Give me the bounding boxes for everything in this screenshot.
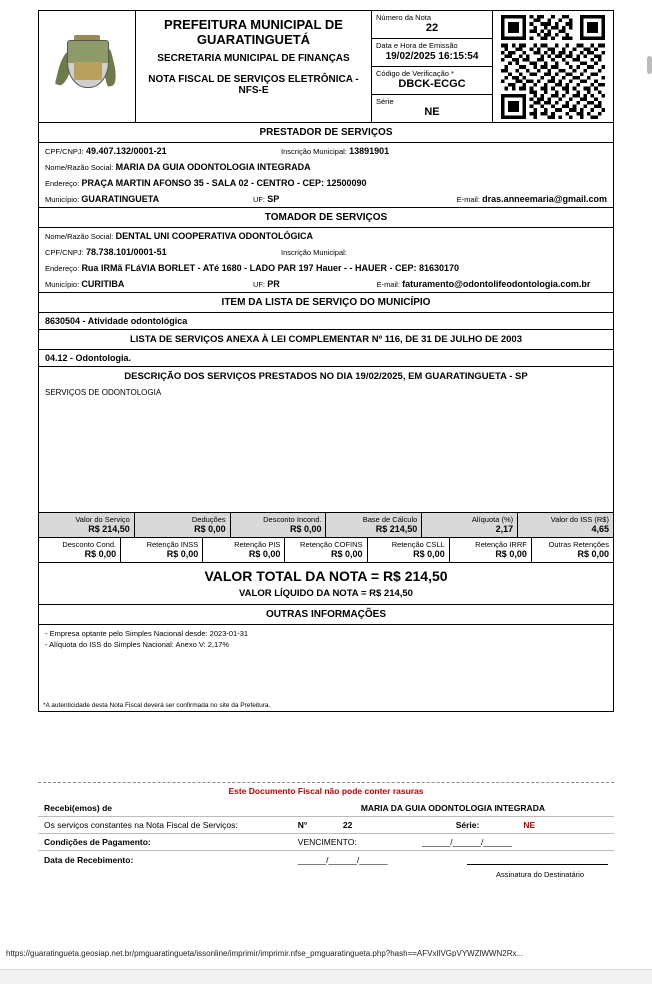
document-header [39,11,613,123]
city-coat-of-arms [39,11,136,122]
lista-anexa-title: LISTA DE SERVIÇOS ANEXA À LEI COMPLEMENTAR Nº 116, DE 31 DE JULHO DE 2003 [39,330,613,350]
item-lista-title: ITEM DA LISTA DE SERVIÇO DO MUNICÍPIO [39,293,613,313]
valor-servico-label: Valor do Serviço [75,515,130,524]
document-title-block [136,11,372,122]
retencao-cofins-label: Retenção COFINS [300,540,363,549]
retencao-pis-cell [203,538,285,562]
condicoes-row [38,834,614,851]
data-recebimento-label: Data de Recebimento: [44,855,134,865]
retencao-pis-label: Retenção PIS [234,540,281,549]
outras-retencoes-label: Outras Retenções [548,540,609,549]
retencao-cofins-value: R$ 0,00 [331,549,363,559]
outras-retencoes-cell [532,538,613,562]
tomador-endereco-label: Endereço: [45,264,80,273]
tomador-cnpj-row [39,244,613,260]
servicos-label: Os serviços constantes na Nota Fiscal de Serviços: [44,820,238,830]
secretary-line: SECRETARIA MUNICIPAL DE FINANÇAS [157,53,350,64]
rasuras-warning: Este Documento Fiscal não pode conter rasuras [228,786,424,796]
base-calculo-cell [326,513,422,537]
prestador-inscricao-value: 13891901 [349,146,390,156]
lista-anexa-value: 04.12 - Odontologia. [45,353,132,363]
scrollbar-thumb[interactable] [647,56,652,74]
valor-iss-value: 4,65 [591,524,609,534]
prestador-uf-label: UF: [252,195,266,204]
prestador-section-title: PRESTADOR DE SERVIÇOS [39,123,613,143]
retencao-inss-cell [121,538,203,562]
base-calculo-value: R$ 214,50 [375,524,418,534]
valores-row-2 [39,537,613,562]
retencao-csll-value: R$ 0,00 [413,549,445,559]
descricao-body: SERVIÇOS DE ODONTOLOGIA [45,388,162,397]
qr-code-cell [493,11,613,122]
vencimento-label: VENCIMENTO: [297,837,357,847]
descricao-title: DESCRIÇÃO DOS SERVIÇOS PRESTADOS NO DIA 19/02/2025, EM GUARATINGUETA - SP [124,371,528,382]
desconto-cond-value: R$ 0,00 [84,549,117,559]
desconto-incond-label: Desconto Incond. [263,515,322,524]
deducoes-label: Deduções [191,515,226,524]
prestador-municipio-value: GUARATINGUETA [81,194,160,204]
city-line-1: PREFEITURA MUNICIPAL DE [164,17,343,32]
prestador-cnpj-value: 49.407.132/0001-21 [86,146,167,156]
retencao-csll-label: Retenção CSLL [391,540,445,549]
data-emissao-value: 19/02/2025 16:15:54 [385,51,479,62]
data-recebimento-value: ______/______/______ [297,855,388,865]
codigo-verificacao-value: DBCK-ECGC [398,78,466,90]
browser-bottom-bar [0,969,652,984]
page-url: https://guaratingueta.geosiap.net.br/pmguaratingueta/issonline/imprimir/imprimir.nfse_pmguaratingueta.php?hash==AFVxIlVGpVYWZlWWN2Rx... [6,949,524,958]
tomador-cnpj-value: 78.738.101/0001-51 [86,247,167,257]
recebi-row [38,800,614,817]
desconto-cond-label: Desconto Cond. [62,540,117,549]
prestador-municipio-row [39,191,613,208]
prestador-municipio-label: Município: [45,195,80,204]
tomador-municipio-label: Município: [45,280,80,289]
numero-nota-box [372,11,492,39]
outras-informacoes-title: OUTRAS INFORMAÇÕES [39,605,613,625]
valores-row-1 [39,512,613,537]
tomador-cnpj-label: CPF/CNPJ: [45,248,84,257]
condicoes-label: Condições de Pagamento: [44,837,151,847]
prestador-endereco-value: PRAÇA MARTIN AFONSO 35 - SALA 02 - CENTRO - CEP: 12500090 [81,178,367,188]
document-meta [372,11,493,122]
desconto-incond-value: R$ 0,00 [289,524,322,534]
tomador-email-label: E-mail: [376,280,400,289]
receipt-stub [38,782,614,879]
retencao-irrf-cell [450,538,532,562]
serie-label: Série [376,97,394,106]
tomador-endereco-row [39,260,613,276]
tomador-uf-label: UF: [252,280,266,289]
servicos-row [38,817,614,834]
tomador-section-title: TOMADOR DE SERVIÇOS [39,208,613,228]
tomador-nome-value: DENTAL UNI COOPERATIVA ODONTOLÓGICA [115,231,313,241]
tomador-nome-row [39,228,613,244]
outras-info-line-2: - Alíquota do ISS do Simples Nacional: Anexo V: 2,17% [45,640,229,649]
retencao-csll-cell [368,538,450,562]
item-lista-row [39,313,613,330]
prestador-inscricao-label: Inscrição Municipal: [281,147,347,156]
tomador-nome-label: Nome/Razão Social: [45,232,114,241]
retencao-irrf-label: Retenção IRRF [475,540,527,549]
outras-info-line-1: - Empresa optante pelo Simples Nacional desde: 2023-01-31 [45,629,249,638]
assinatura-destinatario-label: Assinatura do Destinatário [496,870,584,879]
tomador-email-value: faturamento@odontolifeodontologia.com.br [402,279,591,289]
prestador-email-value: dras.anneemaria@gmail.com [482,194,607,204]
tomador-endereco-value: Rua IRMã FLáVIA BORLET - ATé 1680 - LADO PAR 197 Hauer - - HAUER - CEP: 81630170 [81,263,460,273]
city-line-2: GUARATINGUETÁ [196,32,311,47]
prestador-uf-value: SP [267,194,280,204]
tomador-inscricao-label: Inscrição Municipal: [281,248,347,257]
aliquota-cell [422,513,518,537]
desconto-incond-cell [231,513,327,537]
deducoes-cell [135,513,231,537]
item-lista-value: 8630504 - Atividade odontológica [45,316,188,326]
serie-value: NE [523,820,536,830]
valor-servico-value: R$ 214,50 [88,524,130,534]
valor-iss-label: Valor do ISS (R$) [550,515,609,524]
assinatura-line [467,854,608,865]
valor-servico-cell [39,513,135,537]
desconto-cond-cell [39,538,121,562]
codigo-verificacao-label: Código de Verificação * [376,69,454,78]
serie-box [372,95,492,122]
retencao-pis-value: R$ 0,00 [248,549,281,559]
serie-value: NE [424,106,440,118]
codigo-verificacao-box [372,67,492,95]
prestador-endereco-row [39,175,613,191]
prestador-nome-label: Nome/Razão Social: [45,163,114,172]
numero-value: 22 [342,820,353,830]
tomador-uf-value: PR [267,279,280,289]
prestador-endereco-label: Endereço: [45,179,80,188]
nfse-document [38,10,614,712]
numero-label: N° [297,820,308,830]
autenticidade-note: *A autenticidade desta Nota Fiscal deverá ser confirmada no site da Prefeitura. [43,702,271,709]
outras-retencoes-value: R$ 0,00 [577,549,609,559]
prestador-cnpj-row [39,143,613,159]
prestador-nome-row [39,159,613,175]
retencao-irrf-value: R$ 0,00 [495,549,527,559]
recebi-label: Recebi(emos) de [44,803,113,813]
tomador-municipio-row [39,276,613,293]
prestador-cnpj-label: CPF/CNPJ: [45,147,84,156]
retencao-inss-label: Retenção INSS [146,540,199,549]
data-recebimento-row [38,851,614,868]
valor-total-nota: VALOR TOTAL DA NOTA = R$ 214,50 [39,562,613,587]
qr-code-icon [501,15,605,119]
retencao-cofins-cell [285,538,367,562]
vencimento-value: ______/______/______ [421,837,512,847]
aliquota-value: 2,17 [495,524,514,534]
coat-of-arms-icon [61,36,113,98]
base-calculo-label: Base de Cálculo [362,515,418,524]
valor-liquido-nota: VALOR LÍQUIDO DA NOTA = R$ 214,50 [39,587,613,605]
tomador-municipio-value: CURITIBA [81,279,125,289]
valor-iss-cell [518,513,613,537]
recebi-value: MARIA DA GUIA ODONTOLOGIA INTEGRADA [360,803,545,813]
outras-informacoes-body [39,625,613,701]
data-emissao-box [372,39,492,67]
deducoes-value: R$ 0,00 [194,524,226,534]
aliquota-label: Alíquota (%) [471,515,514,524]
prestador-nome-value: MARIA DA GUIA ODONTOLOGIA INTEGRADA [115,162,311,172]
document-type: NOTA FISCAL DE SERVIÇOS ELETRÔNICA - NFS-E [148,74,359,96]
retencao-inss-value: R$ 0,00 [166,549,199,559]
serie-label: Série: [455,820,480,830]
numero-nota-label: Número da Nota [376,13,432,22]
lista-anexa-row [39,350,613,367]
numero-nota-value: 22 [425,22,439,34]
prestador-email-label: E-mail: [456,195,480,204]
data-emissao-label: Data e Hora de Emissão [376,41,458,50]
